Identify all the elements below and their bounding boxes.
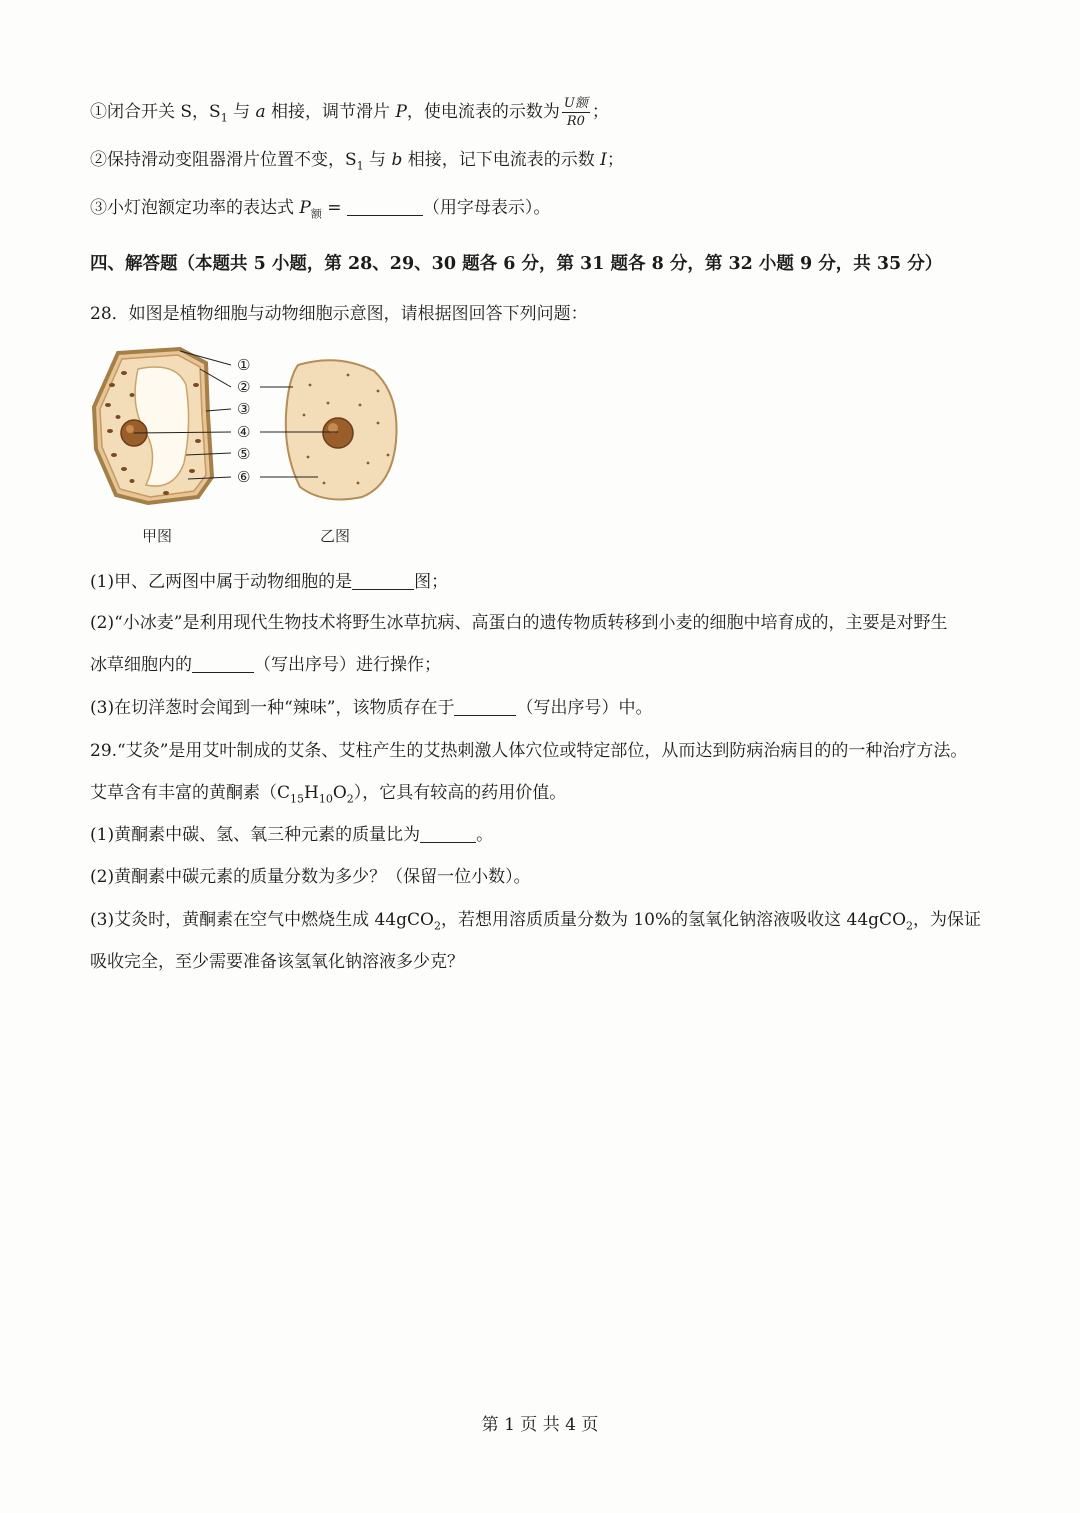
q28-part2-line2 (90, 654, 441, 676)
text: (3)艾灸时，黄酮素在空气中燃烧生成 44gCO (90, 910, 434, 930)
text: ； (606, 150, 624, 170)
q29-part3-line1 (90, 909, 981, 937)
q29-part3-line2: 吸收完全，至少需要准备该氢氧化钠溶液多少克？ (90, 952, 464, 972)
label-2: ② (237, 378, 251, 396)
text: ①闭合开关 S，S (90, 102, 221, 122)
caption-right: 乙图 (320, 527, 351, 545)
answer-blank[interactable] (352, 571, 414, 590)
q29-part1 (90, 824, 493, 846)
subscript: 15 (290, 792, 305, 806)
caption-left: 甲图 (142, 527, 173, 545)
text: ，若想用溶质质量分数为 10%的氢氧化钠溶液吸收这 44gCO (440, 910, 907, 930)
text: 冰草细胞内的 (90, 655, 192, 675)
text: ； (591, 102, 609, 122)
question-29-line2 (90, 782, 566, 810)
text: 与 (363, 150, 392, 170)
text: ③小灯泡额定功率的表达式 (90, 198, 300, 218)
page-footer: 第 1 页 共 4 页 (481, 1415, 599, 1435)
fraction-numerator: U额 (563, 96, 588, 111)
variable: b (391, 150, 403, 170)
text: 相接，记下电流表的示数 (402, 150, 601, 170)
subscript: 2 (433, 919, 441, 933)
answer-blank[interactable] (420, 824, 476, 843)
subscript: 1 (356, 159, 364, 173)
text: O (332, 783, 347, 803)
subscript: 2 (906, 919, 914, 933)
step-3 (90, 197, 550, 225)
variable: a (255, 102, 266, 122)
text: 相接，调节滑片 (265, 102, 396, 122)
label-5: ⑤ (237, 445, 251, 463)
variable: I (600, 150, 607, 170)
answer-blank[interactable] (192, 654, 254, 673)
text: 与 (227, 102, 256, 122)
label-3: ③ (237, 400, 251, 418)
subscript: 1 (220, 111, 228, 125)
animal-nucleus (323, 418, 353, 448)
section-heading: 四、解答题（本题共 5 小题，第 28、29、30 题各 6 分，第 31 题各 8 分，第 32 小题 9 分，共 35 分） (90, 254, 943, 274)
text: （用字母表示）。 (422, 198, 551, 218)
fraction (562, 97, 590, 128)
q28-part3 (90, 697, 652, 719)
variable: P (299, 198, 311, 218)
label-1: ① (237, 356, 251, 374)
step-2 (90, 149, 624, 177)
cell-diagram (88, 345, 408, 550)
text: 图； (414, 572, 449, 592)
subscript: 额 (310, 207, 322, 221)
q28-part1 (90, 571, 448, 593)
text: ，使电流表的示数为 (406, 102, 560, 122)
question-29-line1: 29.“艾灸”是用艾叶制成的艾条、艾柱产生的艾热刺激人体穴位或特定部位，从而达到防病治病目的的一种治疗方法。 (90, 741, 968, 761)
step-1 (90, 97, 609, 129)
text: ，为保证 (913, 910, 982, 930)
text: ②保持滑动变阻器滑片位置不变，S (90, 150, 357, 170)
text: = (321, 198, 347, 218)
text: (3)在切洋葱时会闻到一种“辣味”，该物质存在于 (90, 698, 455, 718)
label-6: ⑥ (237, 468, 251, 486)
fraction-denominator: R0 (566, 114, 585, 129)
subscript: 2 (346, 792, 354, 806)
text: H (304, 783, 319, 803)
answer-blank[interactable] (454, 697, 516, 716)
variable: P (395, 102, 407, 122)
animal-cell (286, 360, 397, 499)
text: (1)甲、乙两图中属于动物细胞的是 (90, 572, 353, 592)
text: （写出序号）中。 (516, 698, 653, 718)
text: (1)黄酮素中碳、氢、氧三种元素的质量比为 (90, 825, 421, 845)
question-28: 28．如图是植物细胞与动物细胞示意图，请根据图回答下列问题： (90, 304, 588, 324)
text: ），它具有较高的药用价值。 (353, 783, 567, 803)
text: 艾草含有丰富的黄酮素（C (90, 783, 291, 803)
q28-part2-line1: (2)“小冰麦”是利用现代生物技术将野生冰草抗病、高蛋白的遗传物质转移到小麦的细胞中培育成的，主要是对野生 (90, 613, 948, 633)
part-labels (237, 356, 250, 486)
plant-cell (94, 349, 212, 503)
subscript: 10 (318, 792, 333, 806)
label-4: ④ (237, 423, 251, 441)
text: 。 (476, 825, 494, 845)
text: （写出序号）进行操作； (254, 655, 441, 675)
q29-part2: (2)黄酮素中碳元素的质量分数为多少？（保留一位小数）。 (90, 867, 531, 887)
answer-blank[interactable] (347, 197, 423, 216)
